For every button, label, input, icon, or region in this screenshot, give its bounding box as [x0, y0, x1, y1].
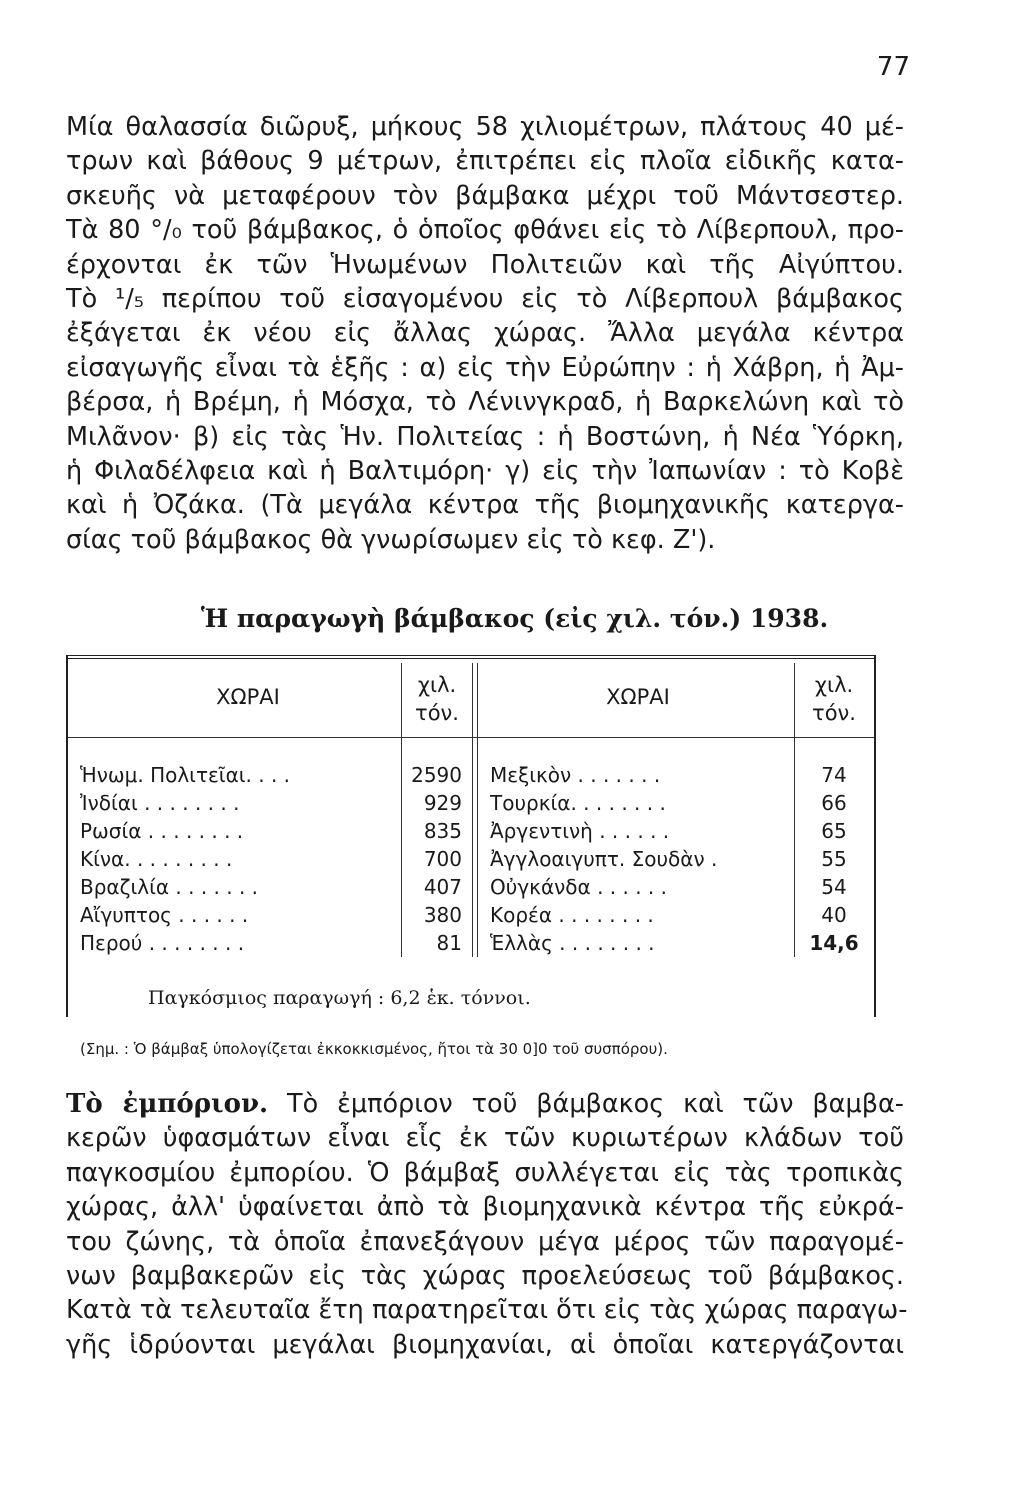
table-row	[68, 930, 874, 957]
table-top-rule	[66, 655, 876, 659]
text-line: ἡ Φιλαδέλφεια καὶ ἡ Βαλτιμόρη· γ) εἰς τὴν Ἰαπωνίαν : τὸ Κοβὲ	[66, 456, 904, 487]
production-value: 380	[423, 903, 462, 927]
text-line: Τὰ 80 °/₀ τοῦ βάμβακος, ὁ ὁποῖος φθάνει εἰς τὸ Λίβερπουλ, προ-	[66, 215, 904, 246]
text-line: Μία θαλασσία διῶρυξ, μήκους 58 χιλιομέτρων, πλάτους 40 μέ-	[66, 112, 904, 142]
production-value: 14,6	[809, 931, 859, 955]
text-line: τρων καὶ βάθους 9 μέτρων, ἐπιτρέπει εἰς πλοῖα εἰδικῆς κατα-	[66, 146, 904, 177]
header-unit-right	[796, 671, 872, 727]
header-unit-line: χιλ.	[417, 673, 457, 697]
country-name: Οὐγκάνδα . . . . . .	[490, 875, 668, 899]
production-value: 66	[821, 791, 847, 815]
production-value: 54	[821, 875, 847, 899]
production-value: 65	[821, 819, 847, 843]
section-heading: Τὸ ἐμπόριον.	[66, 1089, 269, 1119]
production-table	[66, 655, 876, 1017]
text-fragment: Τὸ ἐμπόριον τοῦ βάμβακος καὶ τῶν βαμβα-	[268, 1089, 904, 1119]
world-production-total: Παγκόσμιος παραγωγή : 6,2 ἑκ. τόννοι.	[148, 987, 531, 1009]
text-line: κερῶν ὑφασμάτων εἶναι εἷς ἐκ τῶν κυριωτέρων κλάδων τοῦ	[66, 1123, 904, 1154]
production-value: 407	[423, 875, 462, 899]
table-row	[68, 762, 874, 789]
header-rule	[68, 737, 874, 738]
text-line: ἐξάγεται ἐκ νέου εἰς ἄλλας χώρας. Ἄλλα μεγάλα κέντρα	[66, 318, 904, 349]
country-name: Βραζιλία . . . . . . .	[80, 875, 259, 899]
header-unit-line: χιλ.	[814, 673, 854, 697]
header-unit-line: τόν.	[415, 701, 459, 725]
text-line: του ζώνης, τὰ ὁποῖα ἐπανεξάγουν μέγα μέρος τῶν παραγομέ-	[66, 1226, 904, 1257]
paragraph-trade	[66, 1087, 908, 1362]
page-number: 77	[876, 52, 910, 82]
table-row	[68, 902, 874, 929]
text-line: χώρας, ἀλλ' ὑφαίνεται ἀπὸ τὰ βιομηχανικὰ κέντρα τῆς εὐκρά-	[66, 1192, 904, 1223]
country-name: Περού . . . . . . . .	[80, 931, 245, 955]
header-unit-line: τόν.	[812, 701, 856, 725]
country-name: Ἡνωμ. Πολιτεῖαι. . . .	[80, 763, 291, 787]
country-name: Ἑλλὰς . . . . . . . .	[490, 931, 655, 955]
country-name: Ἀγγλοαιγυπτ. Σουδὰν .	[490, 847, 718, 871]
country-name: Τουρκία. . . . . . . .	[490, 791, 666, 815]
table-row	[68, 846, 874, 873]
text-line: βέρσα, ἡ Βρέμη, ἡ Μόσχα, τὸ Λένινγκραδ, ἡ Βαρκελώνη καὶ τὸ	[66, 387, 904, 418]
header-countries-left: ΧΩΡΑΙ	[216, 685, 280, 709]
text-line: σίας τοῦ βάμβακος θὰ γνωρίσωμεν εἰς τὸ κεφ. Ζ').	[66, 524, 716, 555]
country-name: Κίνα. . . . . . . . .	[80, 847, 233, 871]
country-name: Αἴγυπτος . . . . . .	[80, 903, 249, 927]
paragraph-canal	[66, 110, 904, 557]
text-line: Μιλᾶνον· β) εἰς τὰς Ἡν. Πολιτείας : ἡ Βοστώνη, ἡ Νέα Ὑόρκη,	[66, 421, 904, 452]
table-row	[68, 790, 874, 817]
production-value: 55	[821, 847, 847, 871]
table-row	[68, 818, 874, 845]
production-value: 2590	[411, 763, 462, 787]
text-line	[66, 1087, 904, 1121]
production-value: 40	[821, 903, 847, 927]
country-name: Ρωσία . . . . . . . .	[80, 819, 244, 843]
production-value: 835	[423, 819, 462, 843]
production-value: 929	[423, 791, 462, 815]
text-line: γῆς ἱδρύονται μεγάλαι βιομηχανίαι, αἱ ὁποῖαι κατεργάζονται	[66, 1329, 904, 1360]
country-name: Ἰνδίαι . . . . . . . .	[80, 791, 240, 815]
text-line: Τὸ ¹/₅ περίπου τοῦ εἰσαγομένου εἰς τὸ Λίβερπουλ βάμβακος	[66, 284, 904, 315]
text-line: νων βαμβακερῶν εἰς τὰς χώρας προελεύσεως τοῦ βάμβακος.	[66, 1261, 904, 1292]
table-note: (Σημ. : Ὁ βάμβαξ ὑπολογίζεται ἐκκοκκισμένος, ἤτοι τὰ 30 0]0 τοῦ συσπόρου).	[80, 1040, 668, 1058]
header-unit-left	[403, 671, 471, 727]
production-value: 700	[423, 847, 462, 871]
country-name: Κορέα . . . . . . . .	[490, 903, 654, 927]
text-line: έρχονται ἐκ τῶν Ἡνωμένων Πολιτειῶν καὶ τῆς Αἰγύπτου.	[66, 249, 904, 280]
table-row	[68, 874, 874, 901]
text-line: σκευῆς νὰ μεταφέρουν τὸν βάμβακα μέχρι τοῦ Μάντσεστερ.	[66, 180, 904, 211]
country-name: Ἀργεντινὴ . . . . . .	[490, 819, 670, 843]
text-line: Κατὰ τὰ τελευταῖα ἔτη παρατηρεῖται ὅτι εἰς τὰς χώρας παραγω-	[66, 1295, 908, 1326]
production-value: 81	[436, 931, 462, 955]
production-value: 74	[821, 763, 847, 787]
table-title: Ἡ παραγωγὴ βάμβακος (εἰς χιλ. τόν.) 1938.	[200, 604, 829, 633]
text-line: εἰσαγωγῆς εἶναι τὰ ἑξῆς : α) εἰς τὴν Εὐρώπην : ἡ Χάβρη, ἡ Ἀμ-	[66, 352, 904, 383]
text-line: καὶ ἡ Ὀζάκα. (Τὰ μεγάλα κέντρα τῆς βιομηχανικῆς κατεργα-	[66, 490, 904, 521]
header-countries-right: ΧΩΡΑΙ	[606, 685, 670, 709]
text-line: παγκοσμίου ἐμπορίου. Ὁ βάμβαξ συλλέγεται εἰς τὰς τροπικὰς	[66, 1157, 904, 1188]
country-name: Μεξικὸν . . . . . . .	[490, 763, 661, 787]
